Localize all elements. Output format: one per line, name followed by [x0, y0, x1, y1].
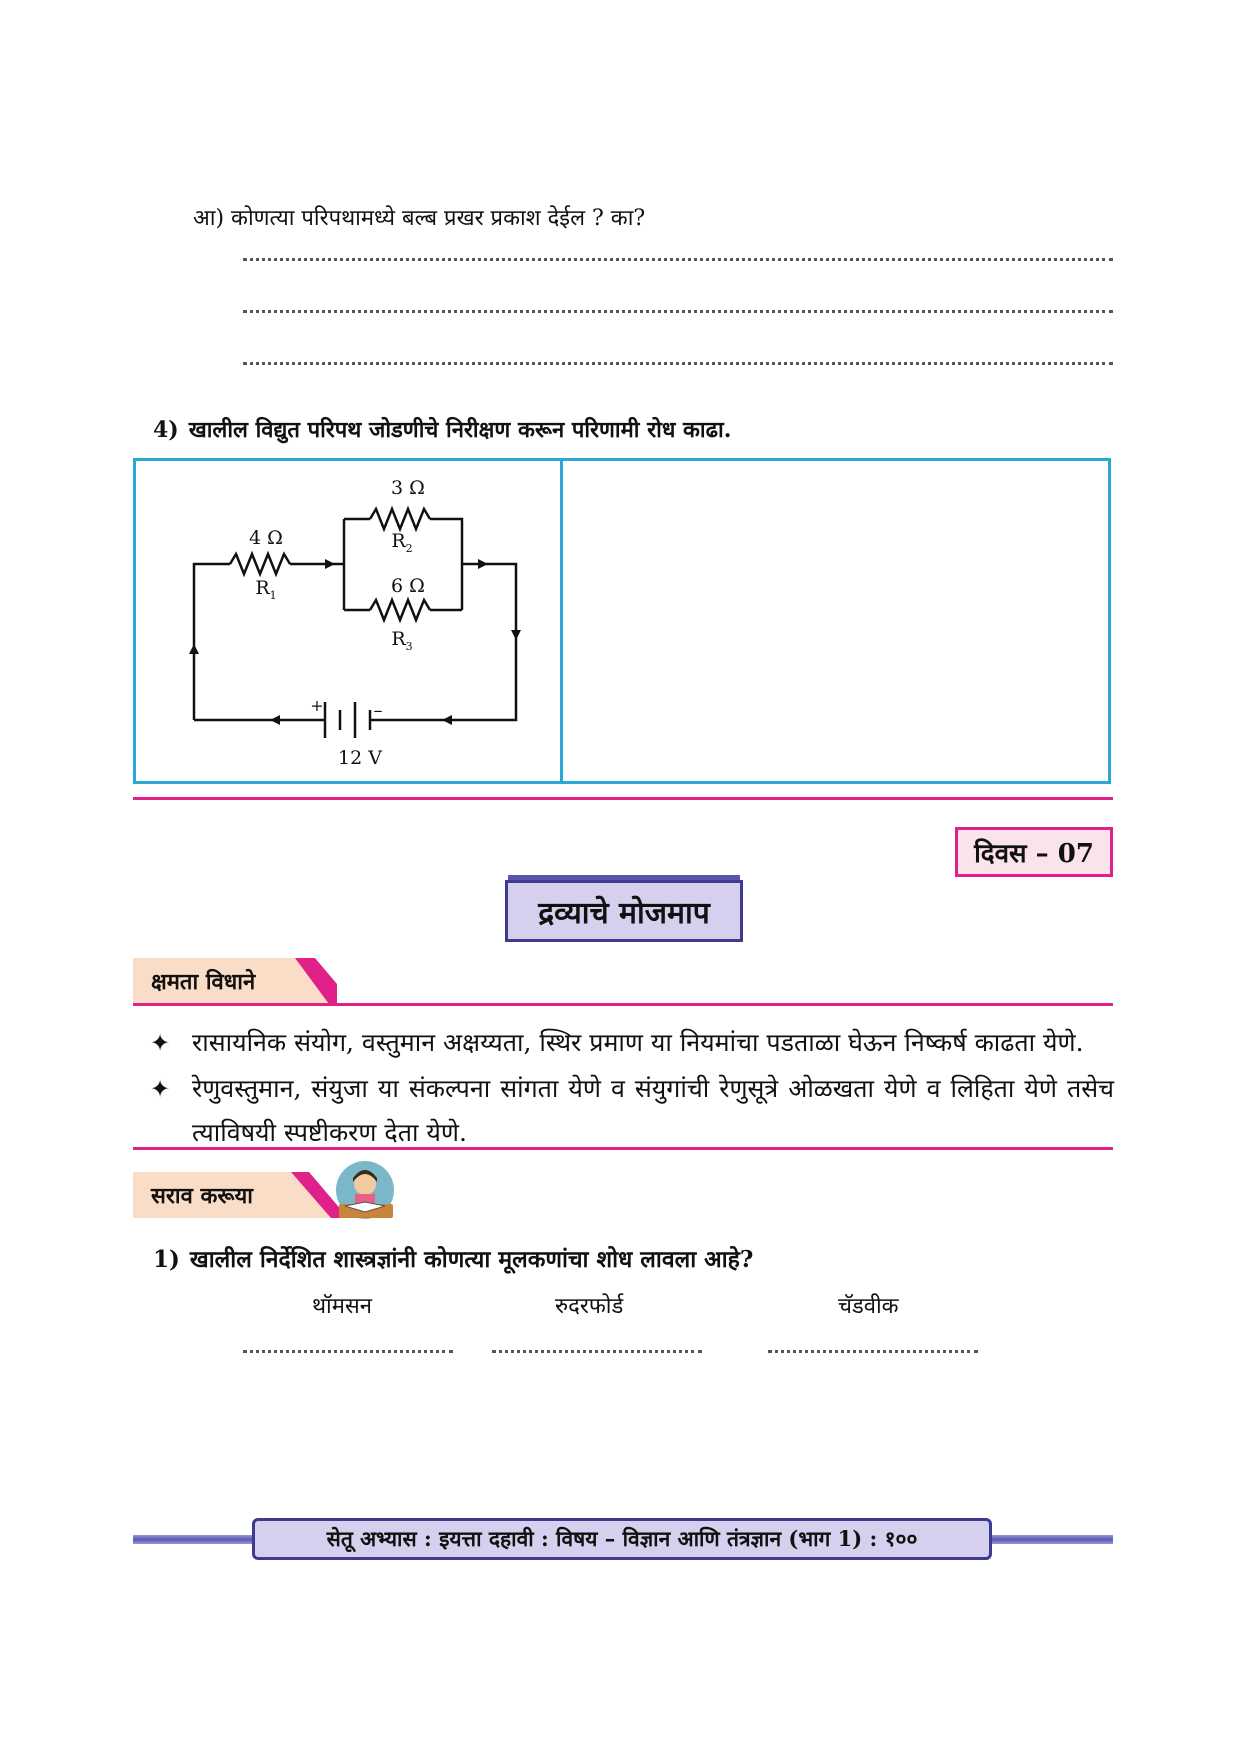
arrow-right-1	[325, 559, 335, 569]
divider-competency	[133, 1003, 1113, 1006]
day-badge: दिवस – 07	[955, 827, 1113, 877]
question-4-text: खालील विद्युत परिपथ जोडणीचे निरीक्षण करून परिणामी रोध काढा.	[188, 417, 732, 443]
answer-blank-thomson[interactable]	[243, 1350, 453, 1353]
battery-plus-sign: +	[310, 696, 324, 715]
current-arrows	[189, 559, 521, 725]
star-bullet-icon: ✦	[150, 1075, 171, 1103]
question-4-number: 4)	[153, 417, 179, 443]
footer-rule-left	[133, 1535, 255, 1544]
battery-voltage: 12 V	[338, 747, 382, 769]
competency-tab-label: क्षमता विधाने	[151, 969, 256, 995]
r1-label: $R_1$	[255, 577, 277, 602]
arrow-up	[189, 644, 199, 654]
competency-item	[150, 1067, 1115, 1155]
arrow-down	[511, 630, 521, 640]
box-divider	[560, 458, 563, 784]
practice-tab-label: सराव करूया	[151, 1183, 253, 1209]
student-reading-icon	[325, 1160, 397, 1222]
r2-label: $R_2$	[391, 530, 413, 555]
divider-practice	[133, 1147, 1113, 1150]
battery-minus-sign: –	[373, 700, 383, 721]
answer-line-3[interactable]	[243, 362, 1113, 365]
divider-top	[133, 797, 1113, 800]
scientist-chadwick: चॅडवीक	[838, 1294, 899, 1319]
star-bullet-icon: ✦	[150, 1029, 171, 1057]
competency-text: रासायनिक संयोग, वस्तुमान अक्षय्यता, स्थिर प्रमाण या नियमांचा पडताळा घेऊन निष्कर्ष काढता येणे.	[192, 1028, 1084, 1057]
footer-title: सेतू अभ्यास : इयत्ता दहावी : विषय – विज्ञान आणि तंत्रज्ञान (भाग 1) : १००	[252, 1518, 992, 1560]
answer-area[interactable]	[564, 462, 1108, 780]
scientist-thomson: थॉमसन	[312, 1294, 372, 1319]
answer-blank-rutherford[interactable]	[492, 1350, 702, 1353]
circuit-wires	[194, 509, 516, 738]
question-a-text: आ) कोणत्या परिपथामध्ये बल्ब प्रखर प्रकाश देईल ? का?	[193, 206, 646, 231]
r3-label: $R_3$	[391, 628, 413, 653]
practice-question-text: खालील निर्देशित शास्त्रज्ञांनी कोणत्या मूलकणांचा शोध लावला आहे?	[189, 1246, 754, 1273]
arrow-left-1	[442, 715, 452, 725]
arrow-left-2	[270, 715, 280, 725]
resistor-r1	[230, 554, 290, 574]
competency-text: रेणुवस्तुमान, संयुजा या संकल्पना सांगता येणे व संयुगांची रेणुसूत्रे ओळखता येणे व लिहिता येणे तसेच त्याविषयी स्पष्टीकरण देता येणे.	[192, 1074, 1114, 1147]
resistor-r2	[370, 509, 430, 529]
answer-line-1[interactable]	[243, 258, 1113, 261]
competency-item	[150, 1021, 1115, 1065]
r2-value: 3 Ω	[391, 477, 425, 499]
practice-tab	[133, 1172, 343, 1218]
r3-value: 6 Ω	[391, 575, 425, 597]
question-4	[153, 414, 731, 444]
footer-rule-right	[988, 1535, 1113, 1544]
circuit-diagram	[170, 474, 540, 774]
practice-question-1	[153, 1242, 753, 1274]
scientist-rutherford: रुदरफोर्ड	[555, 1294, 624, 1319]
arrow-right-2	[478, 559, 488, 569]
practice-question-number: 1)	[153, 1246, 180, 1273]
competency-tab	[133, 958, 337, 1004]
resistor-r3	[370, 600, 430, 620]
chapter-title: द्रव्याचे मोजमाप	[505, 880, 743, 942]
r1-value: 4 Ω	[249, 527, 283, 549]
answer-line-2[interactable]	[243, 310, 1113, 313]
answer-blank-chadwick[interactable]	[768, 1350, 978, 1353]
